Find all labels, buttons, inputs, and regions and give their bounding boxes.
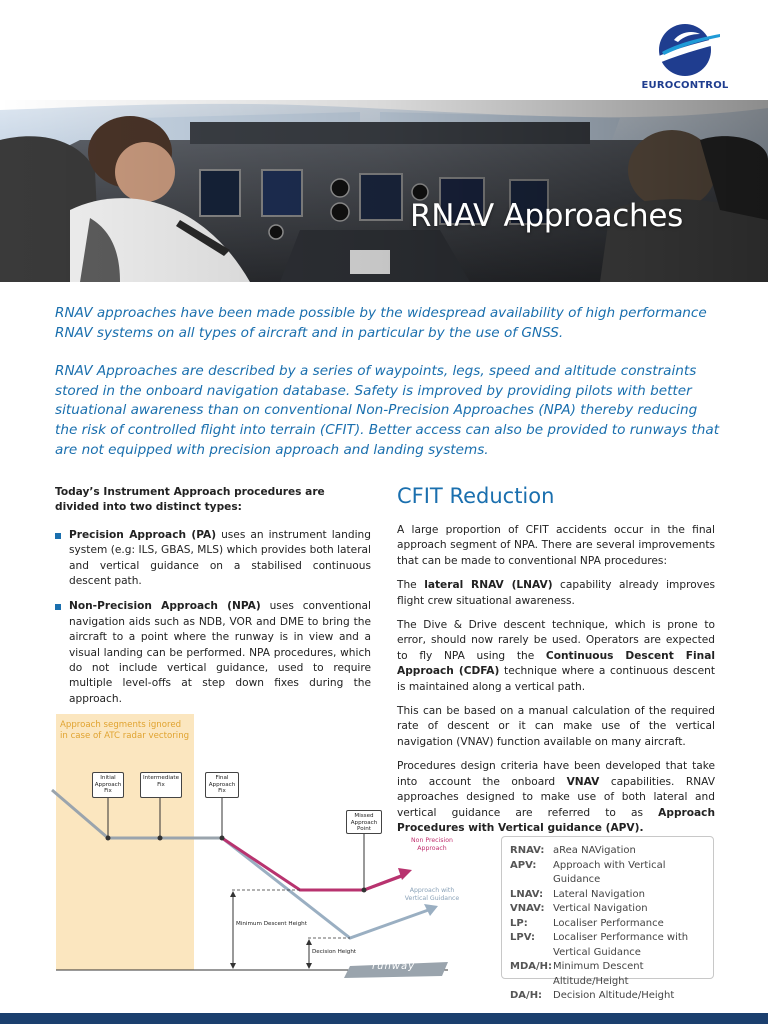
intro-text	[55, 304, 720, 479]
eurocontrol-logo-icon	[640, 22, 730, 80]
cockpit-photo	[0, 100, 768, 282]
glossary-def: Minimum Descent Altitude/Height	[553, 961, 644, 987]
glossary-def: Vertical Navigation	[553, 903, 648, 914]
initial-approach-fix-label: Initial Approach Fix	[92, 772, 124, 798]
bold-term: lateral RNAV (LNAV)	[424, 579, 553, 592]
glossary-row	[510, 931, 707, 960]
bold-term: VNAV	[566, 775, 600, 788]
approach-types-section	[55, 485, 371, 717]
glossary-abbr: RNAV:	[510, 845, 545, 856]
paragraph	[397, 618, 715, 695]
npa-path-line	[222, 838, 402, 890]
decision-height-label: Decision Height	[312, 949, 357, 955]
paragraph	[397, 578, 715, 609]
intro-paragraph: RNAV approaches have been made possible by the widespread availability of high performance RNAV systems on all types of aircraft and in particular by the use of GNSS.	[55, 305, 707, 341]
text-run: The Dive & Drive descent technique, which is prone to error, should now rarely be used. Operators are expected to fly NPA using the	[397, 619, 715, 662]
glossary-abbr: VNAV:	[510, 903, 545, 914]
brand-wordmark: EUROCONTROL	[641, 80, 729, 91]
glossary-def: Decision Altitude/Height	[553, 990, 675, 1001]
approach-types-list	[55, 528, 371, 707]
list-item-term: Precision Approach (PA)	[69, 528, 217, 541]
glossary-def: aRea NAVigation	[553, 845, 636, 856]
text-run: capabilities. RNAV approaches designed to make use of both lateral and vertical guidance are referred to as	[397, 775, 715, 819]
text-run: technique where a continuous descent is maintained along a vertical path.	[397, 665, 715, 693]
footer-bar	[0, 1013, 768, 1024]
section-heading: CFIT Reduction	[397, 484, 555, 508]
glossary-abbr: DA/H:	[510, 990, 543, 1001]
square-bullet-icon	[55, 533, 61, 539]
glossary-row	[510, 888, 707, 903]
final-approach-fix-label: Final Approach Fix	[205, 772, 239, 798]
page-title: RNAV Approaches	[410, 198, 684, 234]
runway-label: runway	[372, 961, 416, 972]
glossary-row	[510, 844, 707, 859]
text-run: The	[397, 579, 425, 592]
glossary-row	[510, 902, 707, 917]
square-bullet-icon	[55, 604, 61, 610]
minimum-descent-height-label: Minimum Descent Height	[236, 921, 307, 927]
text-run: Procedures design criteria have been developed that take into account the onboard	[397, 760, 715, 788]
fix-point-icon	[158, 836, 163, 841]
fix-point-icon	[220, 836, 225, 841]
glossary-row	[510, 960, 707, 989]
approach-profile-diagram	[50, 714, 460, 979]
intermediate-fix-label: Intermediate Fix	[140, 772, 182, 798]
list-item-text: uses conventional navigation aids such as NDB, VOR and DME to bring the aircraft to a point where the runway is in view and a visual landing can be performed. NPA procedures, which do not include vertical guidance, used to require multiple level-offs at step down fixes during the approach.	[69, 600, 371, 705]
list-item-term: Non-Precision Approach (NPA)	[69, 600, 261, 613]
glossary-def: Localiser Performance with Vertical Guidance	[553, 932, 689, 958]
fix-point-icon	[362, 888, 367, 893]
list-item	[55, 599, 371, 707]
glossary-abbr: MDA/H:	[510, 961, 553, 972]
apv-label: Approach with Vertical Guidance	[404, 887, 460, 902]
hero-image	[0, 100, 768, 282]
abbreviations-box	[501, 836, 714, 1001]
glossary-abbr: LPV:	[510, 932, 535, 943]
section-lead: Today’s Instrument Approach procedures are divided into two distinct types:	[55, 486, 325, 514]
glossary-row	[510, 859, 707, 888]
npa-label: Non Precision Approach	[411, 837, 453, 852]
glossary-row	[510, 917, 707, 932]
glossary-def: Lateral Navigation	[553, 888, 645, 900]
glossary-row	[510, 989, 707, 1004]
list-item	[55, 528, 371, 590]
intro-paragraph: RNAV Approaches are described by a series of waypoints, legs, speed and altitude constraints stored in the onboard navigation database. Safety is improved by providing pilots with better situational awareness than on conventional Non-Precision Approaches (NPA) thereby reducing the risk of controlled flight into terrain (CFIT). Better access can also be provided to runways that are not equipped with precision approach and landing systems.	[55, 363, 720, 458]
missed-approach-point-label: Missed Approach Point	[346, 810, 382, 834]
glossary-abbr: APV:	[510, 859, 537, 871]
paragraph: This can be based on a manual calculation of the required rate of descent or it can make use of the vertical navigation (VNAV) function available on many aircraft.	[397, 705, 715, 748]
glossary-abbr: LNAV:	[510, 888, 544, 900]
glossary-def: Approach with Vertical Guidance	[553, 859, 666, 885]
ignored-zone	[56, 714, 194, 970]
bold-term: Continuous Descent Final Approach (CDFA)	[397, 649, 715, 678]
approach-profile-drawing	[50, 714, 460, 979]
ignored-segments-note: Approach segments ignored in case of ATC radar vectoring	[60, 720, 190, 741]
list-item-text: uses an instrument landing system (e.g: ILS, GBAS, MLS) which provides both lateral and vertical guidance on a stabilised continuous descent path.	[69, 528, 371, 588]
glossary-def: Localiser Performance	[553, 917, 664, 929]
text-run: capability already improves flight crew situational awareness.	[397, 579, 715, 607]
glossary-abbr: LP:	[510, 917, 528, 929]
bold-term: Approach Procedures with Vertical guidance (APV).	[397, 806, 715, 834]
eurocontrol-logo	[640, 22, 730, 102]
paragraph: A large proportion of CFIT accidents occur in the final approach segment of NPA. There are several improvements that can be made to conventional NPA procedures:	[397, 524, 715, 567]
fix-point-icon	[106, 836, 111, 841]
